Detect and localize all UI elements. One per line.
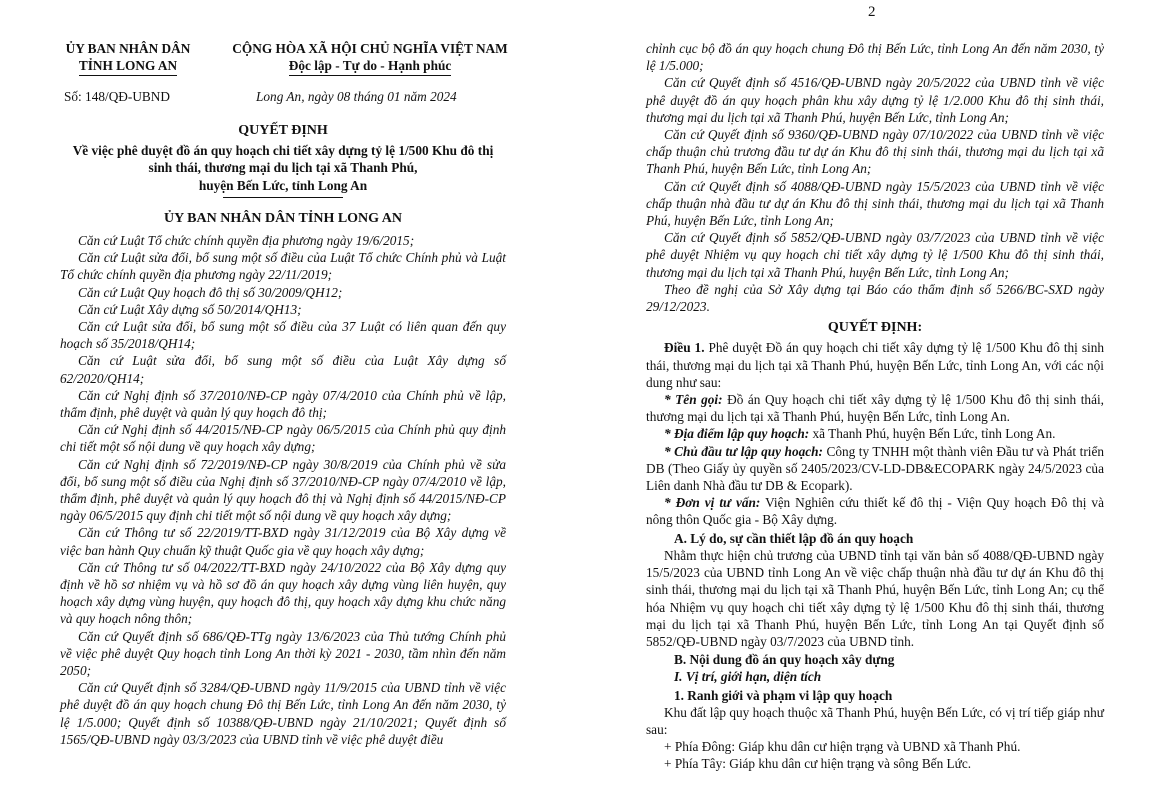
right-column — [646, 40, 1104, 773]
legal-basis-list — [60, 232, 506, 748]
legal-basis-item: Căn cứ Luật Tổ chức chính quyền địa phương ngày 19/6/2015; — [78, 233, 415, 248]
document-header — [60, 0, 508, 104]
legal-basis-item: Căn cứ Quyết định số 5852/QĐ-UBND ngày 03/7/2023 của UBND tỉnh về việc phê duyệt Nhiệm vụ quy hoạch chi tiết xây dựng tỷ lệ 1/500 Khu đô thị sinh thái, thương mại du lịch tại xã Thanh Phú, huyện Bến Lức, tỉnh Long An; — [646, 230, 1104, 280]
section-b-subheading-1: I. Vị trí, giới hạn, diện tích — [674, 669, 822, 685]
org-line-1: ỦY BAN NHÂN DÂN — [65, 41, 191, 56]
title-line-2: sinh thái, thương mại du lịch tại xã Thanh Phú, — [148, 160, 418, 175]
document-number: Số: 148/QĐ-UBND — [64, 89, 171, 104]
article-1 — [646, 339, 1104, 391]
legal-basis-item: Căn cứ Luật sửa đổi, bổ sung một số điều của Luật Tổ chức Chính phủ và Luật Tổ chức chính quyền địa phương ngày 22/11/2019; — [60, 250, 506, 283]
item-label: * Tên gọi: — [664, 392, 723, 408]
item-label: * Địa điểm lập quy hoạch: — [664, 426, 810, 442]
legal-basis-item: Căn cứ Luật sửa đổi, bổ sung một số điều của Luật Xây dựng số 62/2020/QH14; — [60, 353, 506, 386]
left-column — [60, 0, 508, 747]
legal-basis-item: Căn cứ Quyết định số 9360/QĐ-UBND ngày 07/10/2022 của UBND tỉnh về việc chấp thuận chủ trương đầu tư dự án Khu đô thị sinh thái, thương mại du lịch tại xã Thanh Phú, huyện Bến Lức, tỉnh Long An; — [646, 127, 1104, 177]
legal-basis-item: Căn cứ Luật Quy hoạch đô thị số 30/2009/QH12; — [78, 284, 343, 300]
item-text: Công ty TNHH một thành viên Đầu tư và Phát triển DB (Theo Giấy ủy quyền số 2405/2023/CV-LD-DB&ECOPARK ngày 24/5/2023 của Liên danh Nhà đầu tư DB & Ecopark). — [646, 443, 1104, 494]
title-heading: QUYẾT ĐỊNH — [238, 123, 328, 138]
legal-basis-item: Căn cứ Nghị định số 44/2015/NĐ-CP ngày 06/5/2015 của Chính phủ quy định chi tiết một số nội dung về quy hoạch xây dựng; — [60, 422, 506, 455]
national-motto — [230, 40, 510, 76]
boundary-west: + Phía Tây: Giáp khu dân cư hiện trạng và sông Bến Lức. — [664, 756, 972, 772]
item-text: Viện Nghiên cứu thiết kế đô thị - Viện Quy hoạch Đô thị và nông thôn Quốc gia - Bộ Xây dựng. — [646, 495, 1104, 528]
legal-basis-item: Căn cứ Quyết định số 3284/QĐ-UBND ngày 11/9/2015 của UBND tỉnh về việc phê duyệt đồ án quy hoạch chung Đô thị Bến Lức, tỉnh Long An đến năm 2030, tỷ lệ 1/5.000; Quyết định số 10388/QĐ-UBND ngày 21/10/2021; Quyết định số 1565/QĐ-UBND ngày 03/3/2023 của UBND tỉnh về việc phê duyệt điều — [60, 680, 506, 747]
issuing-organization — [60, 40, 196, 76]
page-number: 2 — [868, 4, 876, 20]
place-date: Long An, ngày 08 tháng 01 năm 2024 — [256, 89, 457, 104]
section-b-heading: B. Nội dung đồ án quy hoạch xây dựng — [674, 652, 895, 668]
legal-basis-item: Căn cứ Quyết định số 686/QĐ-TTg ngày 13/6/2023 của Thủ tướng Chính phủ về việc phê duyệt Quy hoạch tỉnh Long An thời kỳ 2021 - 2030, tầm nhìn đến năm 2050; — [60, 628, 506, 679]
decision-heading: QUYẾT ĐỊNH: — [827, 320, 923, 336]
authority-heading: ỦY BAN NHÂN DÂN TỈNH LONG AN — [163, 211, 403, 226]
legal-basis-continuation: chỉnh cục bộ đồ án quy hoạch chung Đô thị Bến Lức, tỉnh Long An đến năm 2030, tỷ lệ 1/5.000; — [646, 41, 1104, 74]
item-text: xã Thanh Phú, huyện Bến Lức, tỉnh Long An. — [809, 426, 1056, 442]
boundary-east: + Phía Đông: Giáp khu dân cư hiện trạng và UBND xã Thanh Phú. — [664, 739, 1021, 755]
section-b-subheading-2: 1. Ranh giới và phạm vi lập quy hoạch — [674, 687, 893, 703]
legal-basis-item: Căn cứ Nghị định số 72/2019/NĐ-CP ngày 30/8/2019 của Chính phủ về sửa đổi, bổ sung một số điều của Nghị định số 37/2010/NĐ-CP ngày 07/4/2010 về lập, thẩm định, phê duyệt và quản lý quy hoạch đô thị và Nghị định số 44/2015/NĐ-CP ngày 06/5/2015 quy định chi tiết một số nội dung về quy hoạch xây dựng; — [60, 456, 506, 524]
legal-basis-item: Căn cứ Thông tư số 04/2022/TT-BXD ngày 24/10/2022 của Bộ Xây dựng quy định về hồ sơ nhiệm vụ và hồ sơ đồ án quy hoạch xây dựng vùng liên huyện, quy hoạch xây dựng vùng huyện, quy hoạch đô thị, quy hoạch xây dựng khu chức năng và quy hoạch nông thôn; — [60, 559, 506, 627]
nation-motto: Độc lập - Tự do - Hạnh phúc — [289, 57, 452, 76]
section-a-heading: A. Lý do, sự cần thiết lập đồ án quy hoạch — [674, 530, 914, 546]
item-location — [646, 425, 1104, 442]
legal-basis-item: Căn cứ Nghị định số 37/2010/NĐ-CP ngày 07/4/2010 của Chính phủ về lập, thẩm định, phê duyệt và quản lý quy hoạch đô thị; — [60, 387, 506, 421]
legal-basis-item: Căn cứ Quyết định số 4516/QĐ-UBND ngày 20/5/2022 của UBND tỉnh về việc phê duyệt đồ án quy hoạch phân khu xây dựng tỷ lệ 1/2.000 Khu đô thị sinh thái, thương mại du lịch tại xã Thanh Phú, huyện Bến Lức, tỉnh Long An; — [646, 75, 1104, 125]
title-divider — [223, 197, 343, 198]
title-line-3: huyện Bến Lức, tỉnh Long An — [198, 177, 368, 193]
article-1-label: Điều 1. — [664, 340, 705, 356]
title-line-1: Về việc phê duyệt đồ án quy hoạch chi tiết xây dựng tỷ lệ 1/500 Khu đô thị — [72, 142, 494, 158]
section-b-text: Khu đất lập quy hoạch thuộc xã Thanh Phú, huyện Bến Lức, có vị trí tiếp giáp như sau: — [646, 704, 1104, 737]
legal-basis-item: Căn cứ Quyết định số 4088/QĐ-UBND ngày 15/5/2023 của UBND tỉnh về việc chấp thuận nhà đầu tư dự án Khu đô thị sinh thái, thương mại du lịch tại xã Thanh Phú, huyện Bến Lức, tỉnh Long An; — [646, 178, 1104, 229]
document-title — [60, 122, 506, 198]
item-consultant — [646, 494, 1104, 528]
article-1-text: Phê duyệt Đồ án quy hoạch chi tiết xây dựng tỷ lệ 1/500 Khu đô thị sinh thái, thương mại du lịch tại xã Thanh Phú, huyện Bến Lức, tỉnh Long An, với các nội dung như sau: — [646, 340, 1104, 390]
org-line-2: TỈNH LONG AN — [79, 57, 177, 76]
section-a-text: Nhằm thực hiện chủ trương của UBND tỉnh tại văn bản số 4088/QĐ-UBND ngày 15/5/2023 của UBND tỉnh Long An về việc chấp thuận nhà đầu tư dự án Khu đô thị sinh thái, thương mại du lịch tại xã Thanh Phú, huyện Bến Lức, tỉnh Long An; cụ thể hóa Nhiệm vụ quy hoạch chi tiết xây dựng tỷ lệ 1/500 Khu đô thị sinh thái, thương mại du lịch tại xã Thanh Phú, huyện Bến Lức, tỉnh Long An tại Quyết định số 5852/QĐ-UBND ngày 03/7/2023 của UBND tỉnh. — [646, 547, 1104, 649]
legal-basis-item: Căn cứ Thông tư số 22/2019/TT-BXD ngày 31/12/2019 của Bộ Xây dựng về việc ban hành Quy chuẩn kỹ thuật Quốc gia về quy hoạch xây dựng; — [60, 525, 506, 558]
item-label: * Chủ đầu tư lập quy hoạch: — [664, 443, 823, 459]
item-text: Đồ án Quy hoạch chi tiết xây dựng tỷ lệ 1/500 Khu đô thị sinh thái, thương mại du lịch tại xã Thanh Phú, huyện Bến Lức, tỉnh Long An. — [646, 392, 1105, 425]
item-label: * Đơn vị tư vấn: — [664, 495, 761, 511]
nation-name: CỘNG HÒA XÃ HỘI CHỦ NGHĨA VIỆT NAM — [232, 41, 508, 56]
legal-basis-item: Căn cứ Luật Xây dựng số 50/2014/QH13; — [78, 301, 302, 317]
item-investor — [646, 443, 1104, 495]
proposal-note: Theo đề nghị của Sở Xây dựng tại Báo cáo thẩm định số 5266/BC-SXD ngày 29/12/2023. — [646, 281, 1104, 315]
item-name — [646, 391, 1104, 425]
legal-basis-item: Căn cứ Luật sửa đổi, bổ sung một số điều của 37 Luật có liên quan đến quy hoạch số 35/2018/QH14; — [60, 319, 506, 352]
